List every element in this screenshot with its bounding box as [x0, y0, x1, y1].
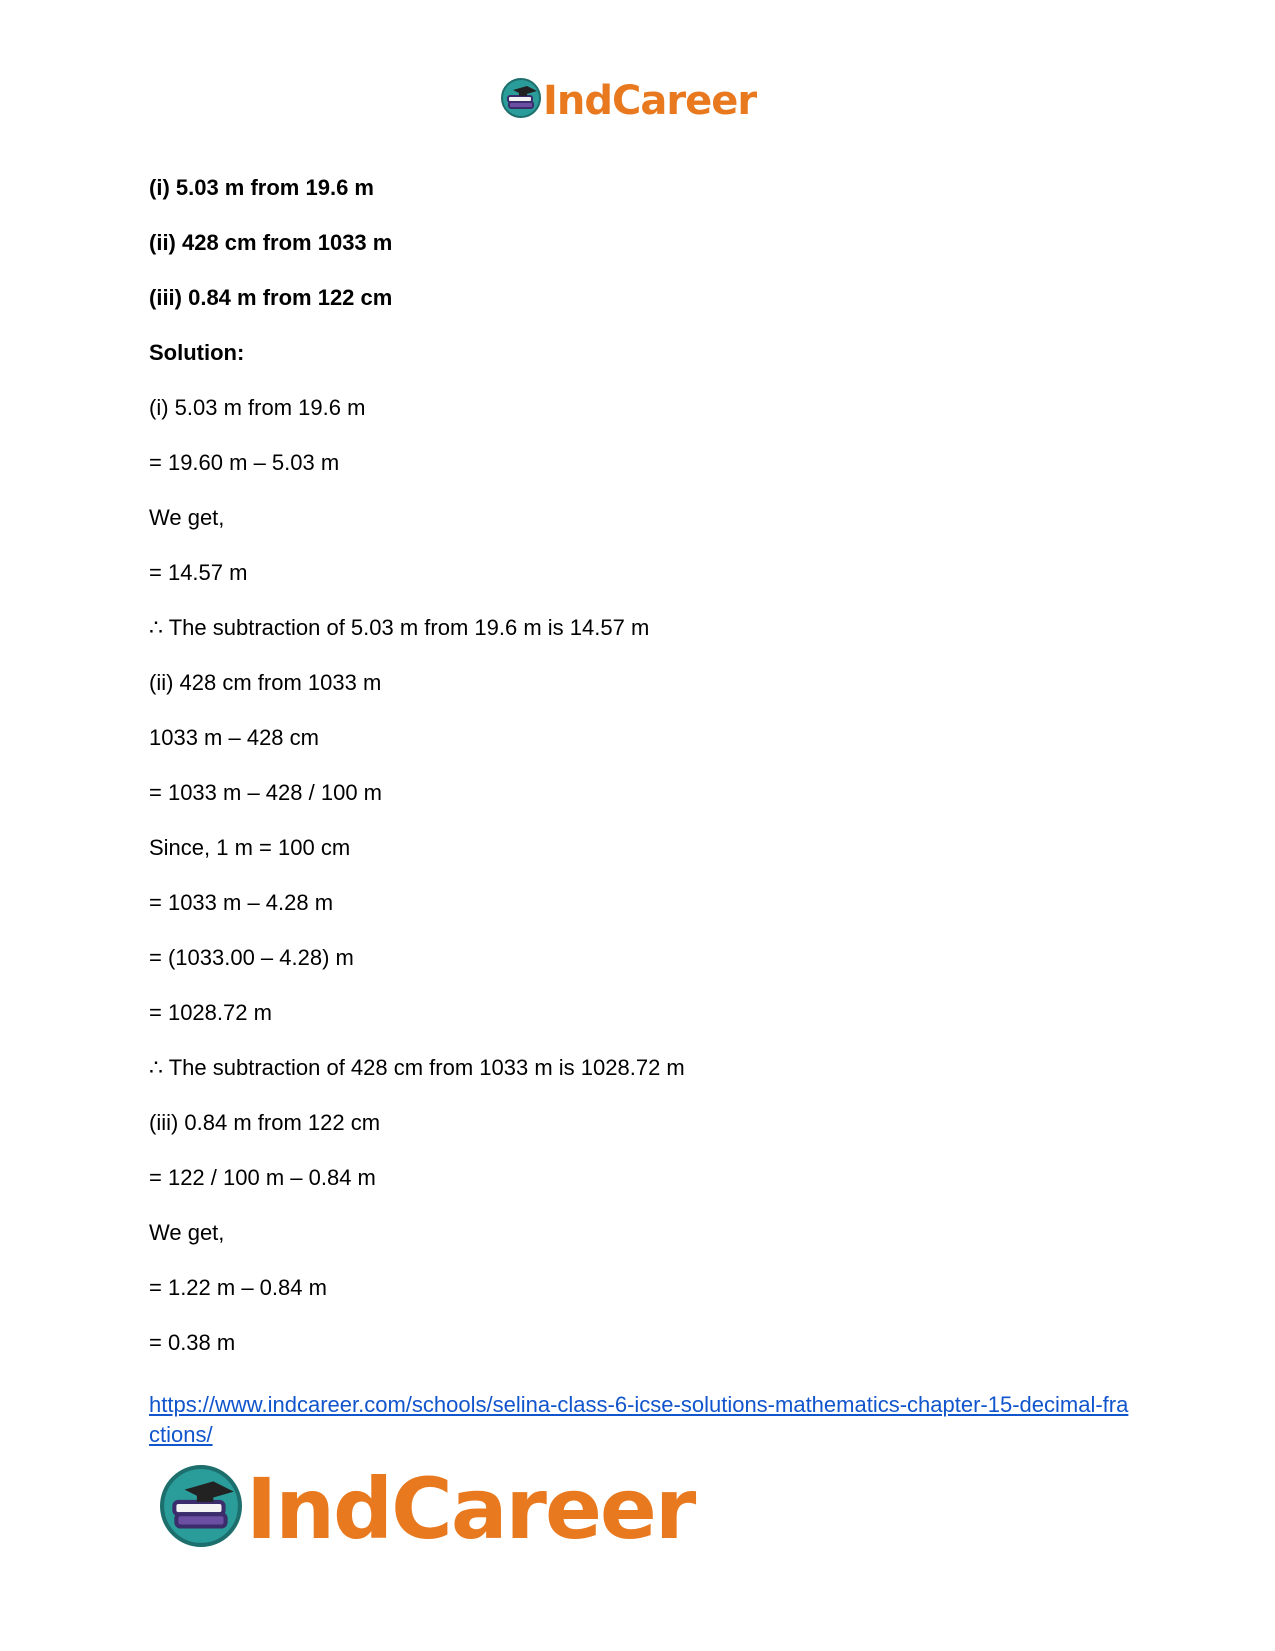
- globe-book-icon: [501, 78, 541, 123]
- solution-heading: Solution:: [149, 340, 245, 365]
- solution-line: = 14.57 m: [149, 560, 248, 585]
- footer-logo: [160, 1459, 695, 1558]
- question-1: (i) 5.03 m from 19.6 m: [149, 175, 374, 200]
- solution-line: We get,: [149, 1220, 225, 1245]
- solution-line: ∴ The subtraction of 5.03 m from 19.6 m is 14.57 m: [149, 615, 650, 640]
- source-link[interactable]: https://www.indcareer.com/schools/selina-class-6-icse-solutions-mathematics-chapter-15-decimal-fractions/: [149, 1392, 1129, 1447]
- solution-line: We get,: [149, 505, 225, 530]
- solution-line: Since, 1 m = 100 cm: [149, 835, 351, 860]
- solution-line: = 1.22 m – 0.84 m: [149, 1275, 327, 1300]
- solution-line: = 1033 m – 428 / 100 m: [149, 780, 382, 805]
- globe-book-icon: [160, 1465, 242, 1552]
- solution-line: (i) 5.03 m from 19.6 m: [149, 395, 366, 420]
- solution-line: (iii) 0.84 m from 122 cm: [149, 1110, 381, 1135]
- question-3: (iii) 0.84 m from 122 cm: [149, 285, 393, 310]
- solution-line: 1033 m – 428 cm: [149, 725, 319, 750]
- logo-text: IndCareer: [246, 1459, 695, 1558]
- solution-line: = (1033.00 – 4.28) m: [149, 945, 354, 970]
- document-body: [149, 175, 1129, 1385]
- solution-line: = 0.38 m: [149, 1330, 236, 1355]
- solution-line: = 122 / 100 m – 0.84 m: [149, 1165, 376, 1190]
- solution-line: = 1033 m – 4.28 m: [149, 890, 334, 915]
- header-logo: [501, 78, 756, 123]
- solution-line: = 19.60 m – 5.03 m: [149, 450, 340, 475]
- solution-line: ∴ The subtraction of 428 cm from 1033 m is 1028.72 m: [149, 1055, 685, 1080]
- logo-text: IndCareer: [543, 77, 757, 124]
- question-2: (ii) 428 cm from 1033 m: [149, 230, 393, 255]
- solution-line: = 1028.72 m: [149, 1000, 272, 1025]
- solution-line: (ii) 428 cm from 1033 m: [149, 670, 382, 695]
